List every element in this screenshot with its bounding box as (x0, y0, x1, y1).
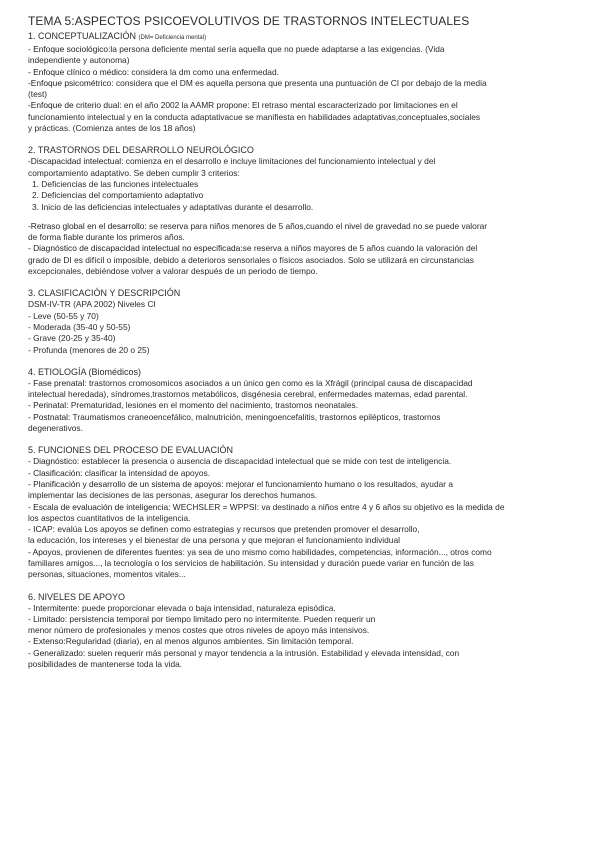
section-heading (28, 30, 578, 44)
text-line (28, 378, 578, 389)
term-text: ya sea de uno mismo como habilidades, competencias, información..., otros como (184, 546, 492, 557)
term-label: - Enfoque clínico o médico: (28, 66, 130, 77)
term-text: mejorar el funcionamiento humano o los resultados, ayudar a (223, 478, 454, 489)
term-text: persistencia temporal por tiempo limitado pero no intermitente. Pueden requerir un (67, 613, 376, 624)
text-line: DSM-IV-TR (APA 2002) Niveles CI (28, 299, 156, 310)
text-line (28, 412, 578, 423)
term-label: - ICAP: (28, 524, 55, 535)
text-line (28, 456, 578, 467)
section-heading: 3. CLASIFICACIÓN Y DESCRIPCIÓN (28, 288, 181, 299)
list-item: 2. Deficiencias del comportamiento adaptativo (32, 190, 204, 201)
spacer (28, 213, 578, 221)
text-line (28, 400, 578, 411)
term-label: - Diagnóstico: (28, 456, 80, 467)
heading-note: (DM= Deficiencia mental) (138, 35, 207, 41)
text-line: funcionamiento intelectual y en la conducta adaptativacue se manifiesta en habilidades adaptativas,conceptuales,sociales (28, 111, 481, 122)
term-text: puede proporcionar elevada o baja intensidad, naturaleza episódica. (79, 602, 336, 613)
text-line (28, 44, 578, 55)
text-line: familiares amigos..., la tecnología o los servicios de habilitación. Su intensidad y duración puede variar en función de las (28, 557, 474, 568)
term-label: - Diagnóstico de discapacidad intelectual no especificada: (28, 243, 243, 254)
text-line (28, 479, 578, 490)
text-line (28, 78, 578, 89)
term-text: Traumatismos craneoencefálico, malnutrición, meningoencefalitis, trastornos epilépticos, trastornos (70, 411, 441, 422)
section-etiologia (28, 366, 578, 434)
list-item: - Profunda (menores de 20 o 25) (28, 344, 150, 355)
text-line (28, 636, 578, 647)
text-line (28, 524, 578, 535)
term-text: en el año 2002 la AAMR propone: El retraso mental escaracterizado por limitaciones en el (121, 100, 458, 111)
section-clasificacion (28, 287, 578, 355)
section-heading: 4. ETIOLOGÍA (Biomédicos) (28, 366, 142, 377)
section-trastornos (28, 144, 578, 277)
text-line: de forma fiable durante los primeros años. (28, 232, 185, 243)
term-text: WECHSLER = WPPSI: va destinado a niños entre 4 y 6 años su objetivo es la medida de (170, 501, 505, 512)
text-line: independiente y autonoma) (28, 55, 130, 66)
text-line (28, 100, 578, 111)
text-line: y prácticas. (Comienza antes de los 18 años) (28, 123, 196, 134)
text-line: los aspectos cuantitativos de la inteligencia. (28, 512, 191, 523)
text-line: (test) (28, 89, 48, 100)
section-heading: 5. FUNCIONES DEL PROCESO DE EVALUACIÓN (28, 445, 234, 456)
list-item: - Grave (20-25 y 35-40) (28, 333, 116, 344)
term-text: Prematuridad, lesiones en el momento del nacimiento, trastornos neonatales. (68, 400, 359, 411)
list-item: 3. Inicio de las deficiencias intelectuales y adaptativas durante el desarrollo. (32, 201, 314, 212)
section-heading: 6. NIVELES DE APOYO (28, 591, 126, 602)
term-text: Regularidad (diaria), en al menos algunos ambientes. Sin limitación temporal. (65, 636, 354, 647)
term-label: -Retraso global en el desarrollo: (28, 220, 147, 231)
text-line: degenerativos. (28, 423, 83, 434)
text-line (28, 156, 578, 167)
term-text: comienza en el desarrollo e incluye limitaciones del funcionamiento intelectual y del (123, 156, 436, 167)
term-label: - Generalizado: (28, 647, 86, 658)
term-label: - Escala de evaluación de inteligencia: (28, 501, 171, 512)
term-text: evalúa Los apoyos se definen como estrategias y recursos que pretenden promover el desarrollo, (55, 524, 420, 535)
section-niveles-apoyo (28, 591, 578, 671)
list-item: - Moderada (35-40 y 50-55) (28, 321, 131, 332)
text-line (28, 648, 578, 659)
text-line (28, 502, 578, 513)
term-label: - Extenso: (28, 636, 66, 647)
term-text: establecer la presencia o ausencia de discapacidad intelectual que se mide con test de inteligencia. (79, 456, 452, 467)
text-line: la educación, los intereses y el bienestar de una persona y que mejoran el funcionamiento individual (28, 535, 400, 546)
text-line (28, 67, 578, 78)
term-text: clasificar la intensidad de apoyos. (82, 467, 211, 478)
section-evaluacion (28, 444, 578, 580)
term-text: se reserva a niños mayores de 5 años cuando la valoración del (242, 243, 478, 254)
term-label: - Perinatal: (28, 400, 69, 411)
term-label: - Planificación y desarrollo de un sistema de apoyos: (28, 478, 224, 489)
term-label: - Fase prenatal: (28, 377, 87, 388)
term-label: -Enfoque psicométrico: (28, 77, 114, 88)
text-line (28, 603, 578, 614)
term-text: considera que el DM es aquella persona que presenta una puntuación de CI por debajo de la media (113, 77, 487, 88)
text-line (28, 468, 578, 479)
text-line: comportamiento adaptativo. Se deben cumplir 3 criterios: (28, 167, 240, 178)
term-label: - Postnatal: (28, 411, 71, 422)
text-line: posibilidades de mantenerse toda la vida. (28, 659, 183, 670)
text-line: intelectual heredada), síndromes,trastornos metabólicos, disgénesia cerebral, enfermedades maternas, edad parental. (28, 389, 468, 400)
term-text: suelen requerir más personal y mayor tendencia a la intrusión. Estabilidad y elevada intensidad, con (85, 647, 460, 658)
term-text: considera la dm como una enfermedad. (129, 66, 279, 77)
section-heading: 2. TRASTORNOS DEL DESARROLLO NEUROLÓGICO (28, 145, 254, 156)
term-text: trastornos cromosomicos asociados a un único gen como es la Xfrágil (principal causa de discapacidad (86, 377, 473, 388)
text-line (28, 243, 578, 254)
section-conceptualizacion (28, 30, 578, 134)
term-label: - Intermitente: (28, 602, 80, 613)
term-label: - Apoyos, provienen de diferentes fuentes: (28, 546, 185, 557)
text-line: excepcionales, debiéndose volver a valorar después de un periodo de tiempo. (28, 266, 318, 277)
term-label: - Enfoque sociológico: (28, 44, 111, 54)
term-label: -Enfoque de criterio dual: (28, 100, 122, 111)
term-text: se reserva para niños menores de 5 años,cuando el nivel de gravedad no se puede valorar (146, 220, 488, 231)
term-label: - Clasificación: (28, 467, 83, 478)
text-line: grado de DI es difícil o imposible, debido a deterioros sensoriales o físicos asociados. Solo se utilizará en circunstancias (28, 254, 474, 265)
text-line: personas, situaciones, momentos vitales... (28, 569, 186, 580)
text-line (28, 614, 578, 625)
term-text: la persona deficiente mental sería aquella que no puede adaptarse a las exigencias. (Vida (110, 44, 445, 54)
list-item: - Leve (50-55 y 70) (28, 310, 99, 321)
text-line: menor número de profesionales y menos costes que otros niveles de apoyo más intensivos. (28, 625, 370, 636)
text-line (28, 221, 578, 232)
text-line (28, 547, 578, 558)
list-item: 1. Deficiencias de las funciones intelectuales (32, 178, 199, 189)
text-line: implementar las decisiones de las personas, asegurar los derechos humanos. (28, 490, 318, 501)
heading-text: 1. CONCEPTUALIZACIÓN (28, 31, 137, 41)
term-label: - Limitado: (28, 613, 68, 624)
term-label: -Discapacidad intelectual: (28, 156, 124, 167)
page-title: TEMA 5:ASPECTOS PSICOEVOLUTIVOS DE TRASTORNOS INTELECTUALES (28, 14, 470, 28)
